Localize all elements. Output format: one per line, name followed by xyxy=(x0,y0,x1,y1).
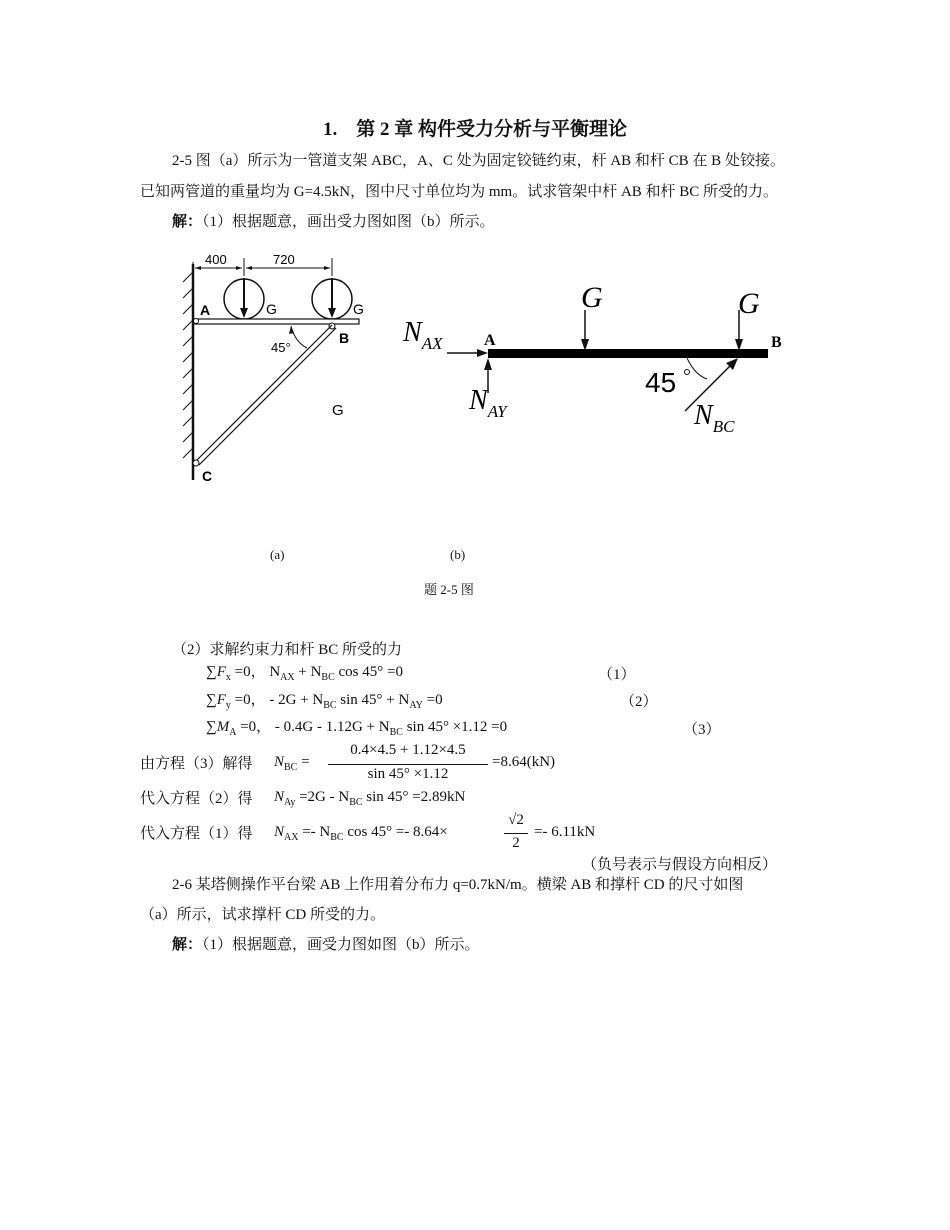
figure-caption: 题 2-5 图 xyxy=(424,582,474,597)
equation-3-number: （3） xyxy=(683,722,721,738)
result3-expression: $N_{AX} =- N_{BC}$ cos 45° =- 8.64× xyxy=(274,824,448,843)
problem-2-6-line2: （a）所示，试求撑杆 CD 所受的力。 xyxy=(140,907,385,923)
sign-note: （负号表示与假设方向相反） xyxy=(582,857,778,873)
solution-label-2-6: 解： xyxy=(172,937,203,953)
angle-label: 45° xyxy=(271,340,291,355)
label-b: B xyxy=(771,334,782,351)
page-title: 1. 第 2 章 构件受力分析与平衡理论 xyxy=(322,119,627,140)
dim-720-label: 720 xyxy=(273,252,295,267)
result1-fraction-bar xyxy=(328,764,488,765)
result3-value: =- 6.11kN xyxy=(534,824,596,840)
result3-denominator: 2 xyxy=(512,835,520,851)
figure-b xyxy=(395,275,795,445)
equation-1: $\sum F_x =0$， $N_{AX} + N_{BC}$ cos 45° =0 xyxy=(206,664,403,683)
pin-c xyxy=(193,460,199,466)
problem-2-5-line1: 2-5 图（a）所示为一管道支架 ABC，A、C 处为固定铰链约束，杆 AB 和杆 CB 在 B 处铰接。 xyxy=(172,153,785,169)
wall-hatching xyxy=(183,272,193,458)
equation-2: $\sum F_y =0$， - $2G + N_{BC}$ $\sin 45^\circ + N_{AY} =0$ xyxy=(206,692,443,711)
result1-var: $N_{BC}$ = xyxy=(274,754,310,773)
result3-prefix: 代入方程（1）得 xyxy=(140,826,253,842)
label-nax: $N_{AX}$ xyxy=(403,317,443,353)
angle-arc xyxy=(291,326,307,348)
label-c: C xyxy=(202,468,213,484)
pin-a xyxy=(194,319,199,324)
label-g1: G xyxy=(266,301,277,317)
problem-2-6-line1: 2-6 某塔侧操作平台梁 AB 上作用着分布力 q=0.7kN/m。横梁 AB 和撑杆 CD 的尺寸如图 xyxy=(172,877,744,893)
result3-numerator: √2 xyxy=(508,812,524,828)
label-a: A xyxy=(484,332,496,349)
solution-2-6-text: （1）根据题意，画受力图如图（b）所示。 xyxy=(202,937,480,953)
figure-a xyxy=(175,248,375,488)
degree-mark xyxy=(685,370,690,375)
step2-heading: （2）求解约束力和杆 BC 所受的力 xyxy=(172,642,403,658)
subcaption-b: (b) xyxy=(450,547,466,562)
result1-value: =8.64(kN) xyxy=(492,754,556,770)
result1-prefix: 由方程（3）解得 xyxy=(140,756,253,772)
equation-2-number: （2） xyxy=(620,694,658,710)
problem-2-5-line2: 已知两管道的重量均为 G=4.5kN，图中尺寸单位均为 mm。试求管架中杆 AB 和杆 BC 所受的力。 xyxy=(140,184,779,200)
equation-3: $\sum M_A =0$， - $0.4G - 1.12G + N_{BC}$ sin 45° ×1.12 =0 xyxy=(206,719,508,738)
label-a: A xyxy=(200,302,211,318)
angle-label-b: 45 xyxy=(645,367,677,398)
label-b: B xyxy=(339,330,350,346)
label-nbc: $N_{BC}$ xyxy=(694,400,735,436)
beam-ab-fbd xyxy=(488,349,768,358)
label-g3: G xyxy=(332,402,344,419)
result3-fraction-bar xyxy=(504,833,528,834)
subcaption-a: (a) xyxy=(270,547,285,562)
label-nay: $N_{AY}$ xyxy=(469,385,507,421)
problem-2-6-solution xyxy=(172,934,480,956)
label-g2: G xyxy=(353,301,364,317)
pin-b xyxy=(329,323,335,329)
label-g1: G xyxy=(581,281,603,314)
dim-400-label: 400 xyxy=(205,252,227,267)
angle-arc-b xyxy=(687,358,707,379)
solution-label: 解： xyxy=(172,214,203,230)
solution-step1-text: （1）根据题意，画出受力图如图（b）所示。 xyxy=(202,214,495,230)
equation-1-number: （1） xyxy=(598,667,636,683)
result1-denominator: sin 45° ×1.12 xyxy=(367,766,449,782)
bar-bc xyxy=(199,328,336,465)
solution-step1 xyxy=(172,211,495,233)
result1-numerator: 0.4×4.5 + 1.12×4.5 xyxy=(350,742,466,758)
result2-prefix: 代入方程（2）得 xyxy=(140,791,253,807)
label-g2: G xyxy=(738,287,760,320)
result2-expression: $N_{Ay} =2G - N_{BC}$ sin 45° =2.89kN xyxy=(274,789,466,808)
